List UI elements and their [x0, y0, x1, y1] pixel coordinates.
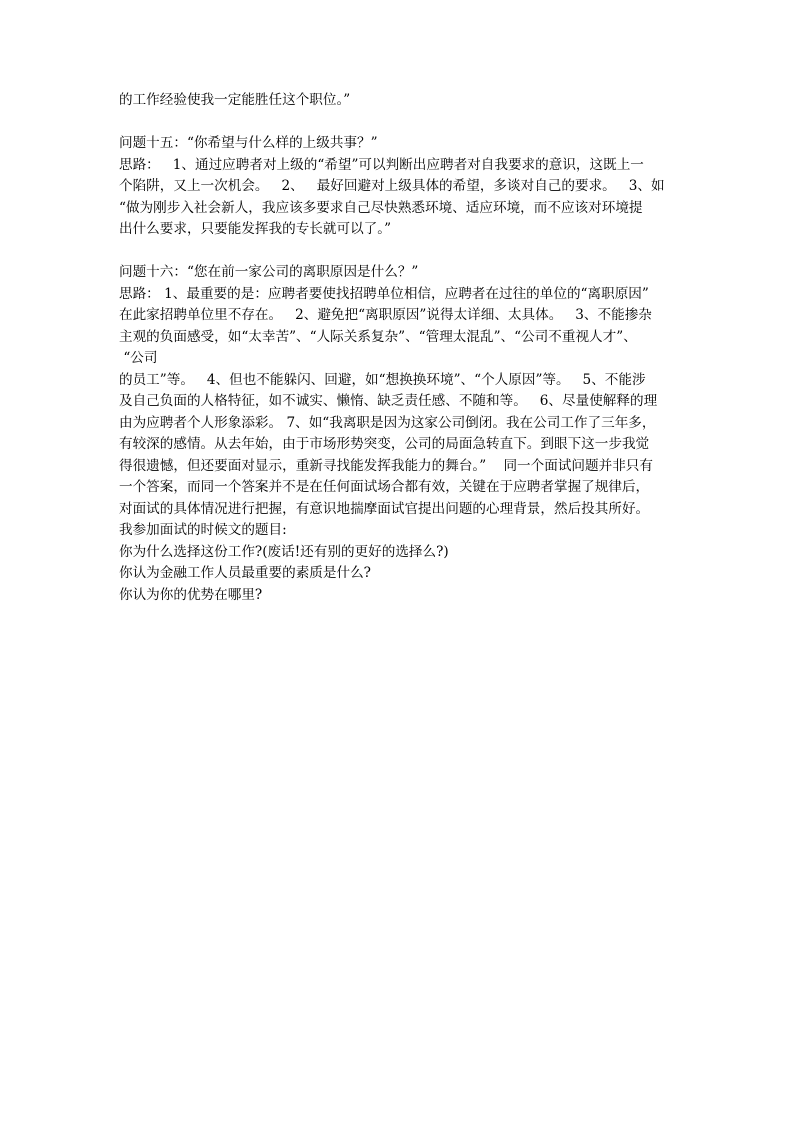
text-line: “做为刚步入社会新人，我应该多要求自己尽快熟悉环境、适应环境，而不应该对环境提	[119, 199, 643, 216]
text-line: 出什么要求，只要能发挥我的专长就可以了。”	[119, 221, 392, 237]
text-line: 个陷阱，又上一次机会。 2、 最好回避对上级具体的希望，多谈对自己的要求。 3、如	[119, 178, 665, 194]
text-line: 思路： 1、最重要的是：应聘者要使找招聘单位相信，应聘者在过往的单位的“离职原因”	[119, 285, 649, 302]
text-line: 有较深的感情。从去年始，由于市场形势突变，公司的局面急转直下。到眼下这一步我觉	[119, 436, 650, 452]
text-line: 由为应聘者个人形象添彩。 7、如“我离职是因为这家公司倒闭。我在公司工作了三年多，	[119, 414, 656, 431]
text-line: 的工作经验使我一定能胜任这个职位。”	[119, 92, 351, 108]
text-line: 一个答案，而同一个答案并不是在任何面试场合都有效，关键在于应聘者掌握了规律后，	[119, 479, 650, 495]
document-page	[119, 90, 679, 606]
text-line: 得很遗憾，但还要面对显示，重新寻找能发挥我能力的舞台。” 同一个面试问题并非只有	[119, 457, 653, 474]
text-line: 在此家招聘单位里不存在。 2、避免把“离职原因”说得太详细、太具体。 3、不能掺杂	[119, 307, 652, 323]
interview-question: 你认为你的优势在哪里?	[119, 586, 263, 603]
text-line: 的员工”等。 4、但也不能躲闪、回避，如“想换换环境”、“个人原因”等。 5、不能涉	[119, 371, 646, 388]
blank-line	[119, 241, 679, 263]
question-heading: 问题十六：“您在前一家公司的离职原因是什么？”	[119, 264, 419, 280]
text-line: 对面试的具体情况进行把握，有意识地揣摩面试官提出问题的心理背景，然后投其所好。	[119, 500, 650, 517]
blank-line	[119, 112, 679, 134]
interview-question: 你认为金融工作人员最重要的素质是什么?	[119, 565, 371, 581]
text-line: 及自己负面的人格特征，如不诚实、懒惰、缺乏责任感、不随和等。 6、尽量使解释的理	[119, 393, 658, 409]
interview-question: 你为什么选择这份工作?(废话!还有别的更好的选择么?)	[119, 543, 449, 560]
question-heading: 问题十五：“你希望与什么样的上级共事？”	[119, 135, 378, 151]
text-line: 主观的负面感受，如“太幸苦”、“人际关系复杂”、“管理太混乱”、“公司不重视人才”、	[119, 328, 637, 345]
text-line: 我参加面试的时候文的题目:	[119, 522, 287, 538]
text-line: 思路： 1、通过应聘者对上级的“希望”可以判断出应聘者对自我要求的意识，这既上一	[119, 156, 644, 173]
text-line: “公司	[119, 350, 158, 366]
